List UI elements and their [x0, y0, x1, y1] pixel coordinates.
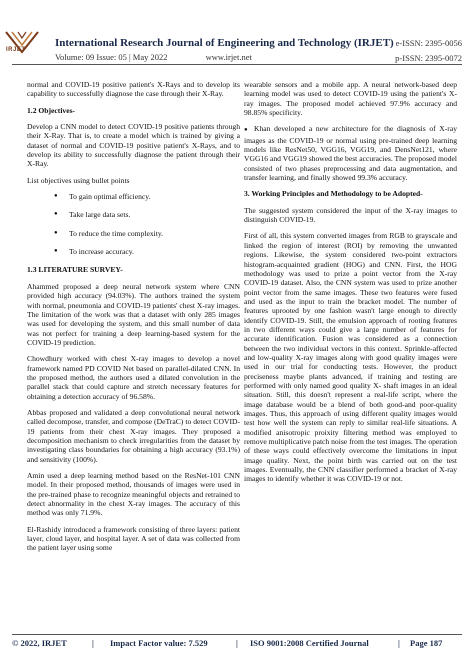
paragraph: Develop a CNN model to detect COVID-19 positive patients through their X-Ray. That is, to create a model which is trained by giving a dataset of normal and COVID-19 positive patient's X-Rays, and to develop its ability to successfully diagnose the patient through their X-Ray.	[27, 122, 240, 169]
paragraph: normal and COVID-19 positive patient's X-Rays and to develop its capability to successfully diagnose the case through their X-Ray.	[27, 80, 240, 99]
journal-title: International Research Journal of Engineering and Technology (IRJET)	[55, 37, 394, 49]
logo-text: IRJET	[6, 47, 26, 53]
p-issn: p-ISSN: 2395-0072	[395, 53, 462, 63]
footer-impact-factor: Impact Factor value: 7.529	[110, 638, 208, 648]
footer-divider	[12, 634, 462, 635]
list-item: ● To reduce the time complexity.	[69, 229, 240, 238]
bullet-paragraph	[244, 124, 457, 182]
e-issn: e-ISSN: 2395-0056	[395, 38, 462, 48]
section-heading-methodology: 3. Working Principles and Methodology to be Adopted-	[244, 189, 423, 199]
paragraph: wearable sensors and a mobile app. A neural network-based deep learning model was used to detect COVID-19 using the patient's X-ray images. The proposed model achieved 97.9% accuracy and 98.85% specificity.	[244, 80, 457, 118]
list-item: ● Take large data sets.	[69, 210, 240, 219]
footer-page-number: Page 187	[410, 638, 443, 648]
section-heading-survey: 1.3 LITERATURE SURVEY-	[27, 265, 123, 275]
header-divider	[12, 64, 462, 65]
list-item: ● To gain optimal efficiency.	[69, 192, 240, 201]
paragraph: First of all, this system converted images from RGB to grayscale and linked the region of interest (ROI) by removing the unwanted regions. Likewise, the system considered two-point extractors histogram-acquainted gradient (HOG) and CNN. First, the HOG methodology was used to prize a point vector from the X-ray COVID-19 dataset. Also, the CNN system was used to prize another point vector from the same images. These two features were fused and used as the input to train the bracket model. The number of features uprooted by one fashion wasn't large enough to directly identify COVID-19. Still, the emulsion approach of rooting features in two different ways could give a large number of features for accurate identification. Fusion was considered as a connection between the two individual vectors in this context. Sprinkle-affected and low-quality X-ray images along with good quality images were used in our trial for conducting tests. However, the product preciseness maybe plants advanced, if training and testing are performed with only named good quality X- shaft images in an ideal situation. Still, this doesn't represent a real-life script, where the image database would be a blend of both good-and poor-quality images. Thus, this approach of using different quality images would test how well the system can reply to similar real-life situations. A modified anisotropic proixity filtering method was employed to remove multiplicative patch noise from the test images. The operation of these ways could effectively overcome the limitations in input image quality. Next, the point birth was carried out on the test images. Eventually, the CNN classifier performed a bracket of X-ray images to identify whether it was COVID-19 or not.	[244, 231, 457, 484]
paragraph: Abbas proposed and validated a deep convolutional neural network called decompose, transfer, and compose (DeTraC) to detect COVID-19 patients from their chest X-ray images. They proposed a decomposition mechanism to check irregularities from the dataset by investigating class boundaries for obtaining a high accuracy (93.1%) and sensitivity (100%).	[27, 407, 240, 464]
footer-iso: ISO 9001:2008 Certified Journal	[250, 638, 369, 648]
bullet-icon: ●	[244, 127, 248, 134]
footer-separator: |	[398, 638, 400, 648]
right-column	[244, 80, 457, 491]
paragraph: Amin used a deep learning method based on the ResNet-101 CNN model. In their proposed method, thousands of images were used in the pre-trained phase to recognize meaningful objects and retrained to detect abnormality in the chest X-ray images. The accuracy of this method was only 71.9%.	[27, 471, 240, 518]
paragraph-text: Khan developed a new architecture for the diagnosis of X-ray images as the COVID-19 or normal using pre-trained deep learning models like ResNet50, VGG16, VGG19, and DensNet121, where VGG16 and VGG19 showed the best accuracies. The proposed model consisted of two phases preprocessing and data augmentation, and transfer learning, and finally showed 99.3% accuracy.	[244, 124, 457, 183]
section-heading-objectives: 1.2 Objectives-	[27, 105, 76, 115]
objectives-list	[27, 192, 240, 256]
volume-issue: Volume: 09 Issue: 05 | May 2022	[55, 52, 168, 62]
journal-website: www.irjet.net	[205, 52, 252, 62]
paragraph: List objectives using bullet points	[27, 175, 130, 185]
paragraph: El-Rashidy introduced a framework consisting of three layers: patient layer, cloud layer, and hospital layer. A set of data was collected from the patient layer using some	[27, 524, 240, 553]
volume-line	[55, 52, 252, 62]
paragraph: Ahammed proposed a deep neural network system where CNN provided high accuracy (94.03%). The authors trained the system with normal, pneumonia and COVID-19 patients' chest X-ray images. The limitation of the work was that a dataset with only 285 images was used for developing the system, and this small number of data was not perfect for training a deep learning-based system for the COVID-19 prediction.	[27, 281, 240, 347]
footer-copyright: © 2022, IRJET	[12, 638, 67, 648]
footer-separator: |	[236, 638, 238, 648]
footer-separator: |	[92, 638, 94, 648]
page-header	[0, 0, 474, 62]
list-item: ● To increase accuracy.	[69, 247, 240, 256]
left-column	[27, 80, 240, 560]
paragraph: Chowdhury worked with chest X-ray images to develop a novel framework named PD COVID Net based on parallel-dilated CNN. In the proposed method, the authors used a dilated convolution in the parallel stack that could capture and stretch necessary features for obtaining a detection accuracy of 96.58%.	[27, 354, 240, 401]
paragraph: The suggested system considered the input of the X-ray images to distinguish COVID-19.	[244, 205, 457, 225]
